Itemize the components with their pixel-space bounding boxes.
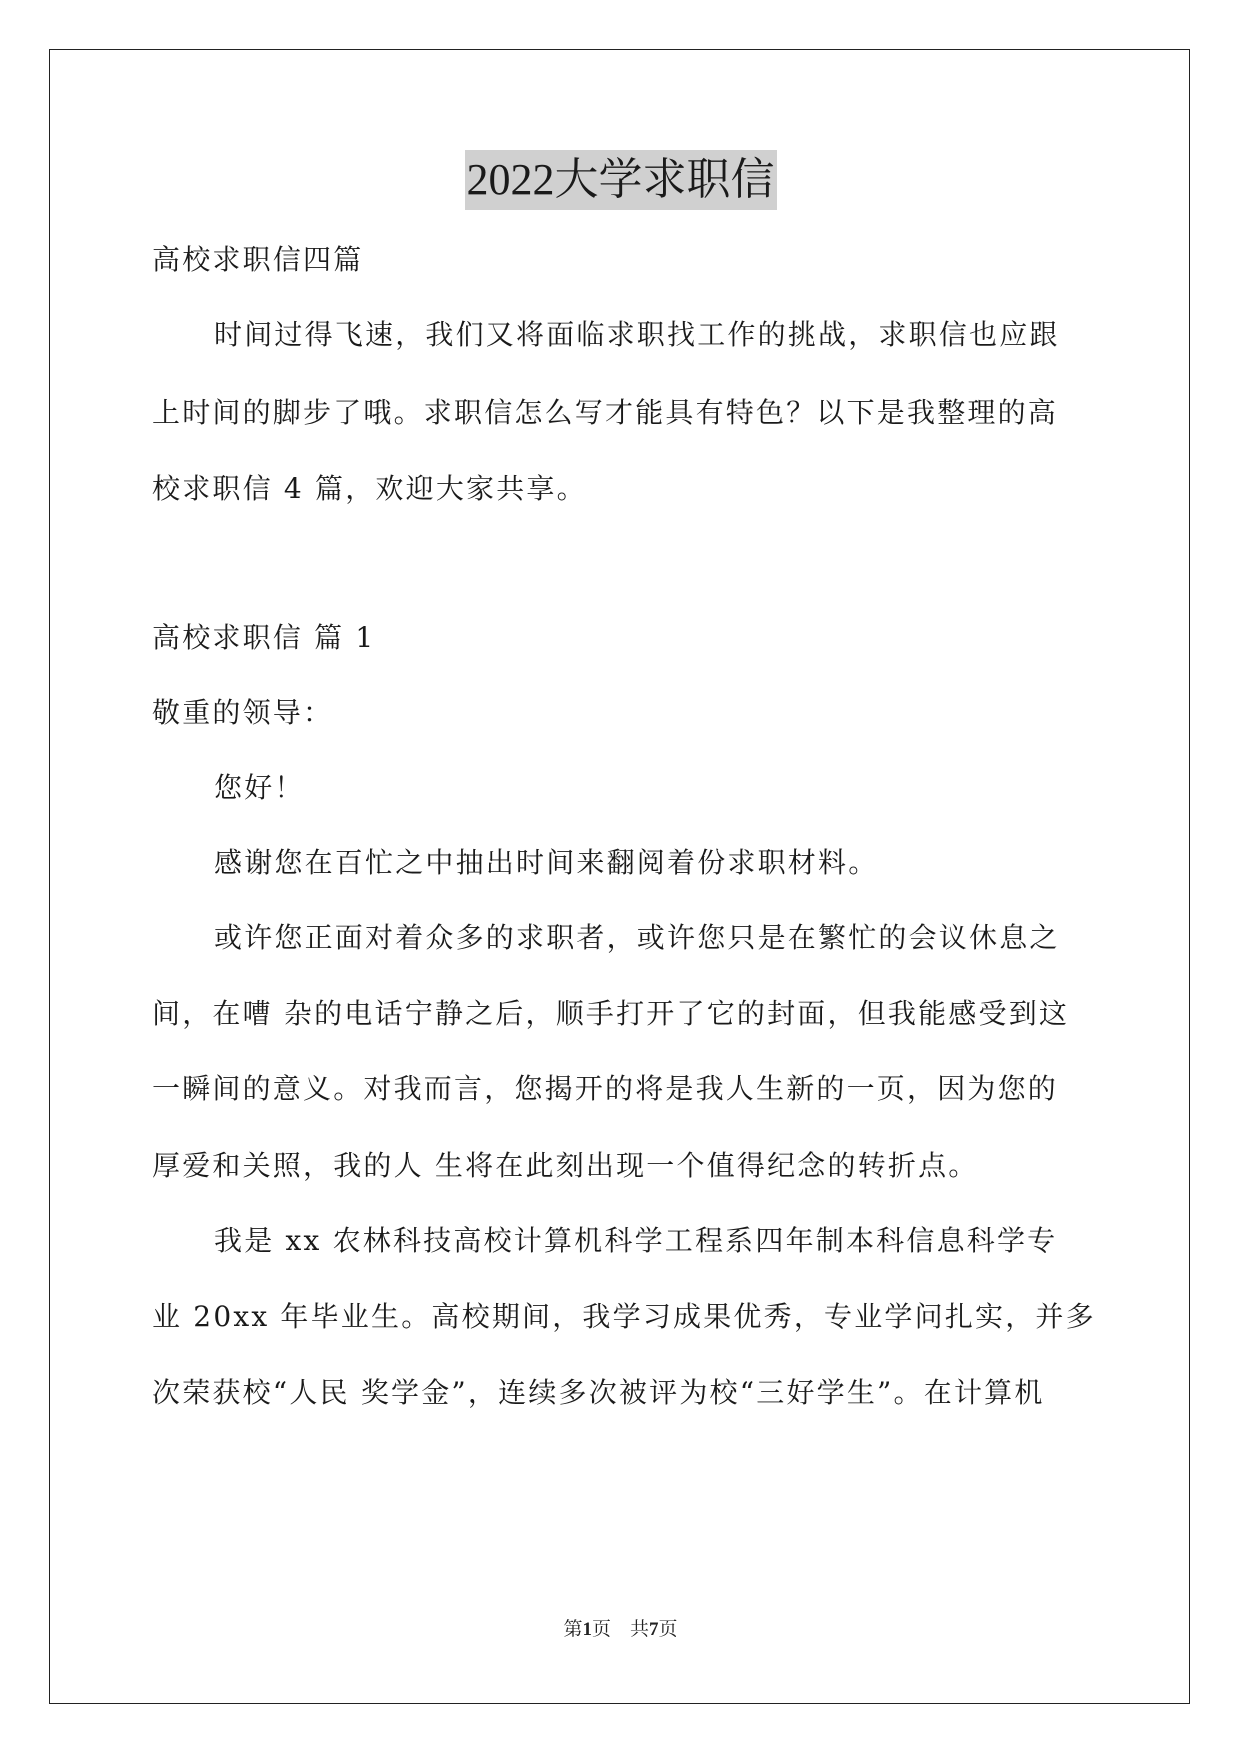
footer-page-number: 1	[582, 1619, 592, 1640]
footer-total-pages: 7	[649, 1619, 659, 1640]
intro-line-2: 上时间的脚步了哦。求职信怎么写才能具有特色？以下是我整理的高	[152, 396, 1059, 429]
footer-suffix: 页	[658, 1619, 678, 1640]
para2-line-4: 厚爱和关照，我的人 生将在此刻出现一个值得纪念的转折点。	[152, 1149, 979, 1182]
greeting: 您好！	[214, 771, 305, 804]
footer-middle: 页 共	[591, 1619, 649, 1640]
para3-line-3: 次荣获校“人民 奖学金”，连续多次被评为校“三好学生”。在计算机	[152, 1376, 1045, 1409]
para3-line-1: 我是 xx 农林科技高校计算机科学工程系四年制本科信息科学专	[214, 1224, 1058, 1257]
salutation: 敬重的领导：	[152, 696, 334, 729]
document-title: 2022大学求职信	[465, 150, 777, 210]
section-heading: 高校求职信 篇 1	[152, 621, 376, 654]
para-thanks: 感谢您在百忙之中抽出时间来翻阅着份求职材料。	[214, 846, 879, 879]
title-wrap	[0, 150, 1241, 210]
footer-prefix: 第	[563, 1619, 583, 1640]
document-subtitle: 高校求职信四篇	[152, 243, 364, 276]
para2-line-3: 一瞬间的意义。对我而言，您揭开的将是我人生新的一页，因为您的	[152, 1072, 1059, 1105]
para3-line-2: 业 20xx 年毕业生。高校期间，我学习成果优秀，专业学问扎实，并多	[152, 1300, 1096, 1333]
para2-line-1: 或许您正面对着众多的求职者，或许您只是在繁忙的会议休息之	[214, 921, 1060, 954]
page-footer	[0, 1614, 1241, 1641]
intro-line-1: 时间过得飞速，我们又将面临求职找工作的挑战，求职信也应跟	[214, 318, 1060, 351]
intro-line-3: 校求职信 4 篇，欢迎大家共享。	[152, 472, 587, 505]
para2-line-2: 间，在嘈 杂的电话宁静之后，顺手打开了它的封面，但我能感受到这	[152, 997, 1070, 1030]
